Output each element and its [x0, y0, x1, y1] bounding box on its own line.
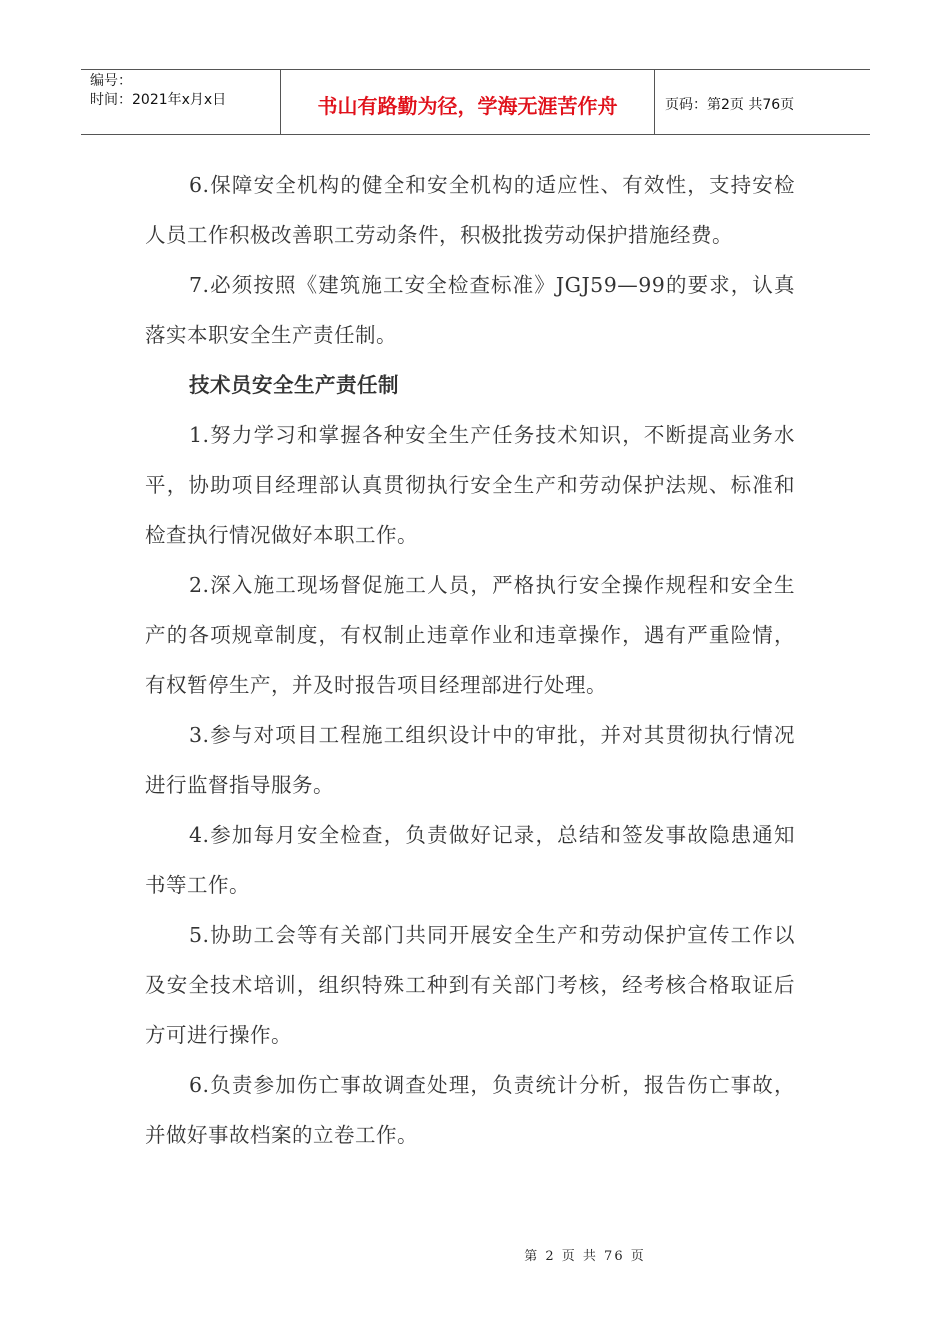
paragraph: 6.保障安全机构的健全和安全机构的适应性、有效性，支持安检人员工作积极改善职工劳动条件，积极批拨劳动保护措施经费。 — [145, 173, 795, 247]
header-motto: 书山有路勤为径，学海无涯苦作舟 — [281, 70, 655, 134]
date-line: 时间：2021年x月x日 — [90, 92, 227, 108]
section-title: 技术员安全生产责任制 — [189, 373, 399, 397]
paragraph: 5.协助工会等有关部门共同开展安全生产和劳动保护宣传工作以及安全技术培训，组织特殊工种到有关部门考核，经考核合格取证后方可进行操作。 — [145, 923, 795, 1047]
page-header — [81, 69, 870, 135]
header-meta — [81, 70, 281, 134]
paragraph: 1.努力学习和掌握各种安全生产任务技术知识，不断提高业务水平，协助项目经理部认真贯彻执行安全生产和劳动保护法规、标准和检查执行情况做好本职工作。 — [145, 423, 795, 547]
number-label: 编号： — [90, 73, 132, 89]
paragraph: 6.负责参加伤亡事故调查处理，负责统计分析，报告伤亡事故，并做好事故档案的立卷工作。 — [145, 1073, 795, 1147]
paragraph: 2.深入施工现场督促施工人员，严格执行安全操作规程和安全生产的各项规章制度，有权制止违章作业和违章操作，遇有严重险情，有权暂停生产，并及时报告项目经理部进行处理。 — [145, 573, 795, 697]
paragraph: 7.必须按照《建筑施工安全检查标准》JGJ59—99的要求，认真落实本职安全生产责任制。 — [145, 273, 795, 347]
paragraph: 4.参加每月安全检查，负责做好记录，总结和签发事故隐患通知书等工作。 — [145, 823, 795, 897]
header-page-info: 页码：第2页 共76页 — [665, 97, 795, 113]
document-body — [145, 160, 795, 1160]
page-footer: 第 2 页 共 76 页 — [524, 1249, 646, 1264]
paragraph: 3.参与对项目工程施工组织设计中的审批，并对其贯彻执行情况进行监督指导服务。 — [145, 723, 795, 797]
